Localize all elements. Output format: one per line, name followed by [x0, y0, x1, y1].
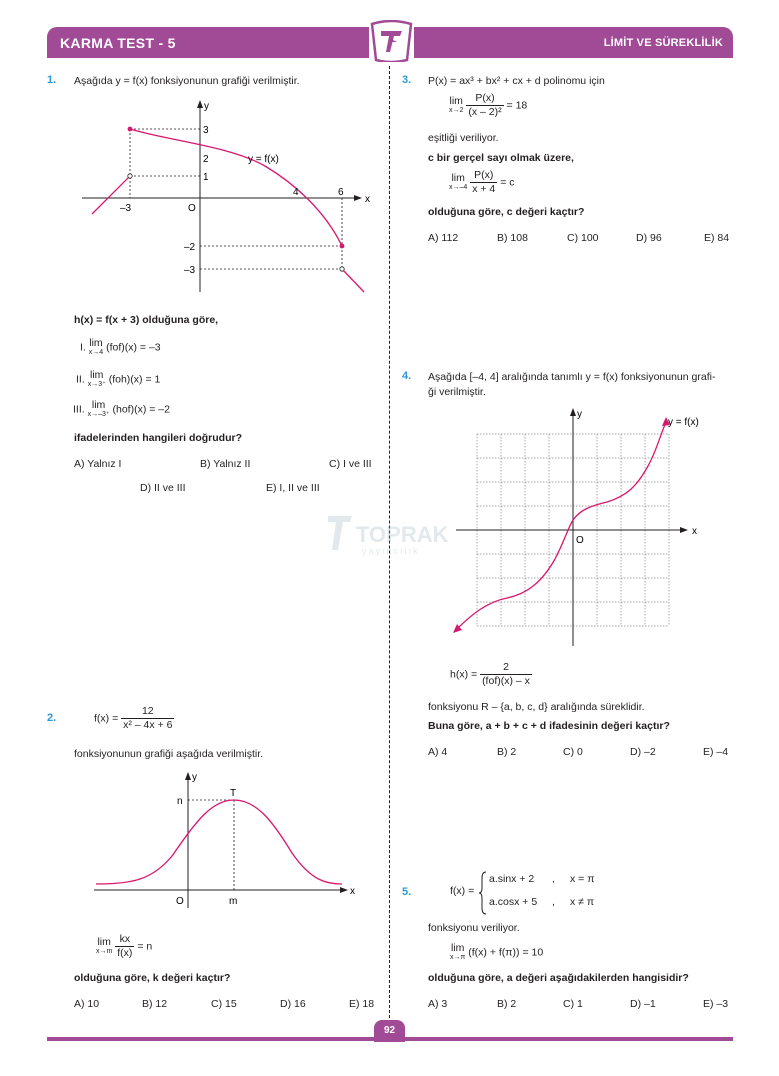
q1-item-1-expr: (fof)(x) = –3 — [106, 341, 161, 354]
watermark-brand: TOPRAK — [356, 522, 449, 547]
q3-option-d[interactable]: D) 96 — [636, 232, 662, 244]
q4-y-axis-label: y — [577, 409, 582, 420]
q5-case1: a.sinx + 2 — [489, 873, 535, 885]
q1-ytick-neg3: –3 — [184, 265, 196, 276]
q1-item-1 — [80, 338, 161, 357]
q2-T-label: T — [230, 788, 237, 799]
q1-origin: O — [188, 203, 196, 214]
q5-limit — [450, 943, 543, 962]
q1-option-d[interactable]: D) II ve III — [140, 482, 186, 494]
q3-limit-1 — [449, 92, 527, 119]
q3-lim1: lim x→2 — [449, 95, 464, 114]
q4-intro-line1: Aşağıda [–4, 4] aralığında tanımlı y = f(x) fonksiyonunun grafi- — [428, 371, 716, 383]
q3-option-a[interactable]: A) 112 — [428, 232, 459, 244]
q1-item-3 — [73, 400, 170, 419]
q1-item-2-expr: (foh)(x) = 1 — [108, 373, 161, 386]
q2-option-e[interactable]: E) 18 — [349, 998, 375, 1010]
q2-option-d[interactable]: D) 16 — [280, 998, 306, 1010]
q3-given: eşitliği veriliyor. — [428, 132, 499, 144]
q1-item-1-roman: I. — [80, 341, 86, 354]
q1-intro: Aşağıda y = f(x) fonksiyonunun grafiği verilmiştir. — [74, 75, 300, 87]
q4-number: 4. — [402, 370, 412, 382]
q4-intro-line2: ği verilmiştir. — [428, 386, 486, 398]
q2-lim: lim x→m — [96, 936, 113, 955]
q2-origin: O — [176, 896, 184, 907]
q4-h-function — [450, 661, 532, 688]
q1-option-b[interactable]: B) Yalnız II — [200, 458, 251, 470]
q3-lim2-fraction: $\frac{P(x)}{x + 4}$ — [472, 169, 496, 195]
q2-option-c[interactable]: C) 15 — [211, 998, 237, 1010]
q4-hx-prefix: h(x) = — [450, 668, 478, 681]
q1-condition: h(x) = f(x + 3) olduğuna göre, — [74, 314, 219, 326]
q2-x-axis-label: x — [350, 886, 355, 897]
q4-hx-fraction: $\frac{2}{\text{(fof)(x) – x}}$ — [482, 661, 530, 687]
q2-fx-fraction: $\frac{12}{\text{x² – 4x + 6}}$ — [123, 705, 173, 731]
q2-function — [94, 705, 174, 732]
q2-intro: fonksiyonunun grafiği aşağıda verilmiştir. — [74, 748, 264, 760]
q3-lim2: lim x→–4 — [449, 172, 468, 191]
q5-option-d[interactable]: D) –1 — [630, 998, 656, 1010]
q5-number: 5. — [402, 886, 412, 898]
q5-fx-prefix: f(x) = — [450, 885, 475, 897]
q2-question: olduğuna göre, k değeri kaçtır? — [74, 972, 231, 984]
q1-option-e[interactable]: E) I, II ve III — [266, 482, 320, 494]
q5-brace-icon — [478, 870, 488, 916]
q5-case2-cond: x ≠ π — [570, 896, 595, 908]
q2-limit — [96, 933, 152, 960]
q1-ytick-3: 3 — [203, 125, 209, 136]
q1-xtick-4: 4 — [293, 187, 299, 198]
q5-case1-comma: , — [552, 873, 555, 885]
q2-n-label: n — [177, 796, 183, 807]
q4-graph — [452, 404, 722, 649]
q3-option-c[interactable]: C) 100 — [567, 232, 599, 244]
watermark — [326, 510, 466, 565]
q1-item-3-roman: III. — [73, 403, 85, 416]
q2-m-label: m — [229, 896, 238, 907]
q3-option-b[interactable]: B) 108 — [497, 232, 528, 244]
q4-question: Buna göre, a + b + c + d ifadesinin değeri kaçtır? — [428, 720, 670, 732]
q4-curve-label: y = f(x) — [668, 417, 699, 428]
q1-xtick-neg3: –3 — [120, 203, 132, 214]
topic-title: LİMİT VE SÜREKLİLİK — [603, 37, 723, 49]
q5-case2-comma: , — [552, 896, 555, 908]
q5-option-e[interactable]: E) –3 — [703, 998, 729, 1010]
q4-option-c[interactable]: C) 0 — [563, 746, 583, 758]
q5-option-c[interactable]: C) 1 — [563, 998, 583, 1010]
q4-x-axis-label: x — [692, 526, 697, 537]
watermark-sub: yayıncılık — [362, 546, 420, 556]
q3-option-e[interactable]: E) 84 — [704, 232, 730, 244]
q2-option-a[interactable]: A) 10 — [74, 998, 100, 1010]
q2-graph — [92, 768, 358, 910]
q3-number: 3. — [402, 74, 412, 86]
q1-item-3-expr: (hof)(x) = –2 — [112, 403, 170, 416]
q4-origin: O — [576, 535, 584, 546]
q1-graph — [80, 96, 372, 298]
q3-lim2-eq: = c — [500, 176, 515, 189]
q2-y-axis-label: y — [192, 772, 197, 783]
q1-option-a[interactable]: A) Yalnız I — [74, 458, 122, 470]
q5-case1-cond: x = π — [570, 873, 595, 885]
test-title: KARMA TEST - 5 — [60, 35, 176, 51]
q3-limit-2 — [449, 169, 515, 196]
q1-y-axis-label: y — [204, 101, 209, 112]
q1-ytick-1: 1 — [203, 172, 209, 183]
q2-lim-eq: = n — [137, 940, 153, 953]
q3-lim1-eq: = 18 — [506, 99, 528, 112]
q5-question: olduğuna göre, a değeri aşağıdakilerden hangisidir? — [428, 972, 689, 984]
q4-option-e[interactable]: E) –4 — [703, 746, 729, 758]
q4-option-b[interactable]: B) 2 — [497, 746, 517, 758]
q1-xtick-6: 6 — [338, 187, 344, 198]
q2-fx-prefix: f(x) = — [94, 712, 119, 725]
q2-lim-fraction: $\frac{kx}{f(x)}$ — [117, 933, 133, 959]
q1-ytick-neg2: –2 — [184, 242, 196, 253]
q4-continuity: fonksiyonu R – {a, b, c, d} aralığında süreklidir. — [428, 701, 645, 713]
publisher-logo-icon — [369, 20, 414, 62]
q5-lim-expr: (f(x) + f(π)) = 10 — [468, 946, 544, 959]
q1-ytick-2: 2 — [203, 154, 209, 165]
q1-question: ifadelerinden hangileri doğrudur? — [74, 432, 243, 444]
q3-intro: P(x) = ax³ + bx² + cx + d polinomu için — [428, 75, 605, 87]
q1-item-1-lim: lim x→4 — [88, 337, 104, 356]
q5-option-a[interactable]: A) 3 — [428, 998, 448, 1010]
q1-item-2 — [76, 370, 160, 389]
q1-item-2-lim: lim x→3⁺ — [87, 369, 106, 388]
q1-item-3-lim: lim x→–3⁺ — [87, 399, 110, 418]
q1-x-axis-label: x — [365, 194, 370, 205]
page-number: 92 — [374, 1020, 405, 1042]
q3-lim1-fraction: $\frac{P(x)}{\text{(x – 2)²}}$ — [468, 92, 502, 118]
q1-item-2-roman: II. — [76, 373, 85, 386]
q4-option-d[interactable]: D) –2 — [630, 746, 656, 758]
q5-option-b[interactable]: B) 2 — [497, 998, 517, 1010]
q1-number: 1. — [47, 74, 57, 86]
q1-curve-label: y = f(x) — [248, 154, 279, 165]
q3-question: olduğuna göre, c değeri kaçtır? — [428, 206, 585, 218]
q2-number: 2. — [47, 712, 57, 724]
q3-condition: c bir gerçel sayı olmak üzere, — [428, 152, 574, 164]
q4-option-a[interactable]: A) 4 — [428, 746, 448, 758]
q1-option-c[interactable]: C) I ve III — [329, 458, 372, 470]
q5-lim: lim x→π — [450, 942, 466, 961]
q2-option-b[interactable]: B) 12 — [142, 998, 168, 1010]
q5-case2: a.cosx + 5 — [489, 896, 538, 908]
q5-given: fonksiyonu veriliyor. — [428, 922, 520, 934]
